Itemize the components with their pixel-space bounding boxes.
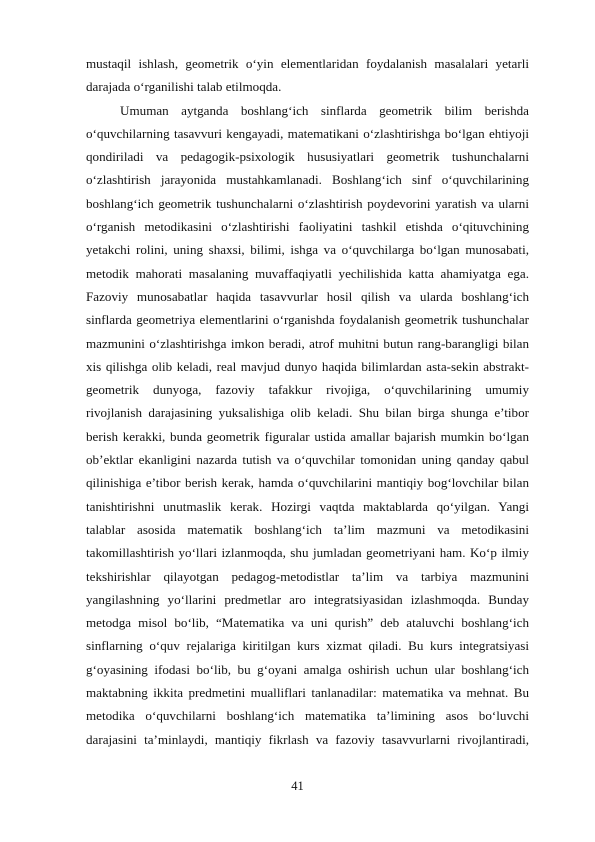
text-line: tekshirishlar qilayotgan pedagog-metodistlar ta’lim va tarbiya mazmunini [86, 568, 529, 584]
text-line: takomillashtirish yo‘llari izlanmoqda, shu jumladan geometriyani ham. Ko‘p ilmiy [86, 545, 529, 561]
text-line: Umuman aytganda boshlang‘ich sinflarda geometrik bilim berishda [120, 102, 529, 118]
text-line: g‘oyasining ifodasi bo‘lib, bu g‘oyani amalga oshirish uchun ular boshlang‘ich [86, 661, 529, 677]
text-line: qilinishiga e’tibor berish kerak, hamda o‘quvchilarini mantiqiy bog‘lovchilar bilan [86, 475, 529, 491]
text-line: tanishtirishni unutmaslik kerak. Hozirgi vaqtda maktablarda qo‘yilgan. Yangi [86, 498, 529, 514]
text-line: sinflarning o‘quv rejalariga kiritilgan kurs xizmat qiladi. Bu kurs integratsiyasi [86, 638, 529, 654]
text-line: metodika o‘quvchilarni boshlang‘ich matematika ta’limining asos bo‘luvchi [86, 708, 529, 724]
page-number: 41 [291, 779, 304, 793]
text-line: o‘zlashtirish jarayonida mustahkamlanadi. Boshlang‘ich sinf o‘quvchilarining [86, 172, 529, 188]
text-line: sinflarda geometriya elementlarini o‘rganishda foydalanish geometrik tushunchalar [86, 312, 529, 328]
text-line: darajasini ta’minlaydi, mantiqiy fikrlash va fazoviy tasavvurlarni rivojlantiradi, [86, 731, 529, 747]
text-line: mazmunini o‘zlashtirishga imkon beradi, atrof muhitni butun rang-barangligi bilan [86, 335, 529, 351]
text-line: boshlang‘ich geometrik tushunchalarni o‘zlashtirish poydevorini yaratish va ularni [86, 195, 529, 211]
text-line: metodik mahorati masalaning muvaffaqiyatli yechilishida katta ahamiyatga ega. [86, 265, 529, 281]
text-line: qondiriladi va pedagogik-psixologik hususiyatlari geometrik tushunchalarni [86, 149, 529, 165]
text-line: yetakchi rolini, uning shaxsi, bilimi, ishga va o‘quvchilarga bo‘lgan munosabati, [86, 242, 529, 258]
text-line: mustaqil ishlash, geometrik o‘yin elementlaridan foydalanish masalalari yetarli [86, 56, 529, 71]
text-line: geometrik dunyoga, fazoviy tafakkur rivojiga, o‘quvchilarining umumiy [86, 382, 529, 398]
text-line: maktabning ikkita predmetini mualliflari tanlanadilar: matematika va mehnat. Bu [86, 685, 529, 701]
text-line: yangilashning yo‘llarini predmetlar aro integratsiyasidan izlashmoqda. Bunday [86, 591, 529, 607]
text-line: o‘rganish metodikasini o‘zlashtirishi faoliyatini tashkil etishda o‘qituvchining [86, 219, 529, 235]
text-line: darajada o‘rganilishi talab etilmoqda. [86, 79, 282, 95]
text-line: ob’ektlar ekanligini nazarda tutish va o‘quvchilar tomonidan uning qanday qabul [86, 452, 529, 468]
text-line: talablar asosida matematik boshlang‘ich ta’lim mazmuni va metodikasini [86, 521, 529, 537]
body-text [86, 52, 529, 751]
text-line: o‘quvchilarning tasavvuri kengayadi, matematikani o‘zlashtirishga bo‘lgan ehtiyoji [86, 125, 529, 141]
text-line: rivojlanish darajasining yuksalishiga olib keladi. Shu bilan birga shunga e’tibor [86, 405, 529, 421]
text-line: Fazoviy munosabatlar haqida tasavvurlar hosil qilish va ularda boshlang‘ich [86, 288, 529, 304]
text-line: xis qilishga olib keladi, real mavjud dunyo haqida bilimlardan asta-sekin abstrakt- [86, 358, 529, 374]
text-line: metodga misol bo‘lib, “Matematika va uni qurish” deb ataluvchi boshlang‘ich [86, 615, 529, 631]
text-line: berish kerakki, bunda geometrik figuralar ustida amallar bajarish mumkin bo‘lgan [86, 428, 529, 444]
